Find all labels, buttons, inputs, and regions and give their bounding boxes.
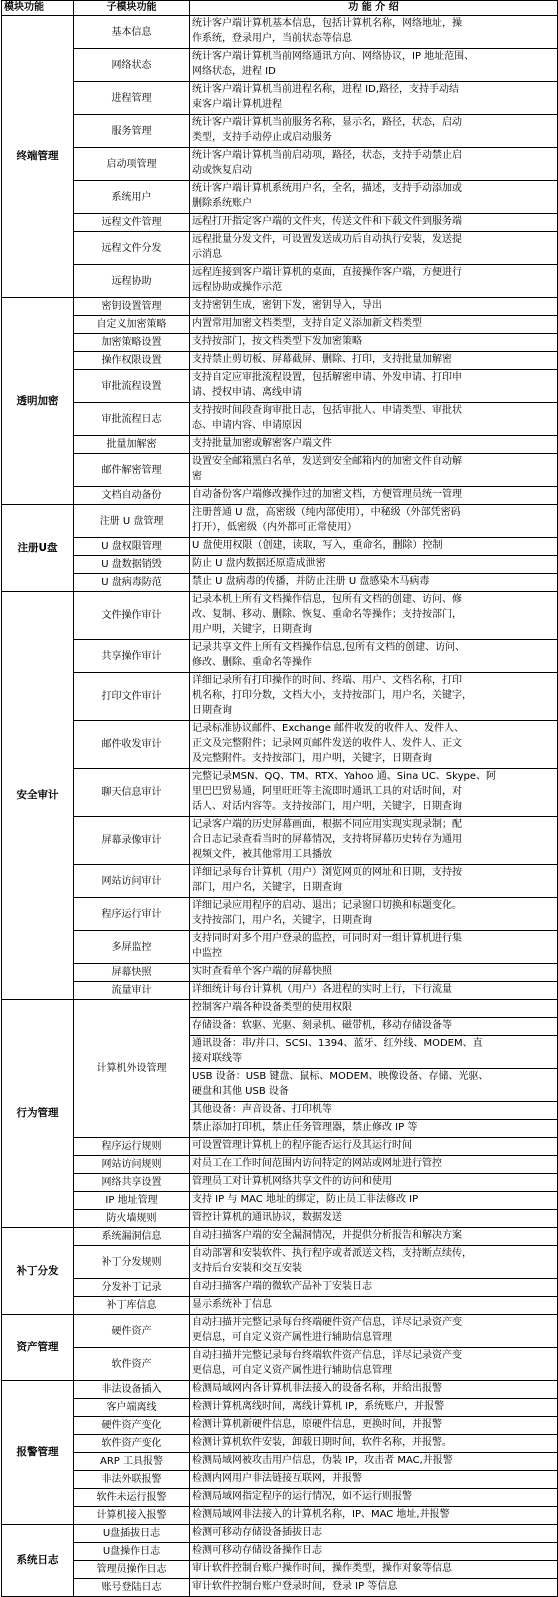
description-line: 动或恢复启动 bbox=[192, 165, 252, 176]
submodule-name: 计算机接入报警 bbox=[74, 1507, 190, 1525]
submodule-name: 屏幕录像审计 bbox=[74, 817, 190, 865]
table-row bbox=[2, 721, 558, 769]
description-cell bbox=[190, 898, 558, 931]
description-cell bbox=[190, 232, 558, 265]
description-cell bbox=[190, 505, 558, 538]
submodule-name: IP 地址管理 bbox=[74, 1192, 190, 1210]
table-row bbox=[2, 1156, 558, 1174]
description-line: 请、授权申请、离线申请 bbox=[192, 387, 302, 398]
submodule-name: 加密策略设置 bbox=[74, 334, 190, 352]
table-row bbox=[2, 1435, 558, 1453]
table-row bbox=[2, 769, 558, 817]
description-line: 话人、对话内容等。支持按部门，用户明，关键字，日期查询 bbox=[192, 801, 462, 812]
table-row bbox=[2, 334, 558, 352]
table-row bbox=[2, 556, 558, 574]
description-line: 态、申请内容、申请原因 bbox=[192, 420, 302, 431]
description-line: 束客户端计算机进程 bbox=[192, 99, 282, 110]
description-cell bbox=[190, 1228, 558, 1246]
description-line: 支持按时间段查询审批日志，包括审批人、申请类型、审批状 bbox=[192, 405, 462, 416]
table-row bbox=[2, 1561, 558, 1579]
description-cell bbox=[190, 1297, 558, 1315]
description-line: 检测可移动存储设备插拔日志 bbox=[192, 1527, 322, 1538]
submodule-name: 系统漏洞信息 bbox=[74, 1228, 190, 1246]
submodule-name: U 盘权限管理 bbox=[74, 538, 190, 556]
module-name: 终端管理 bbox=[2, 16, 74, 298]
description-cell bbox=[190, 1525, 558, 1543]
description-line: 记录共享文件上所有文档操作信息,包所有文档的创建、访问、 bbox=[192, 642, 466, 653]
table-row bbox=[2, 982, 558, 1000]
description-line: 远程打开指定客户端的文件夹，传送文件和下载文件到服务端 bbox=[192, 216, 462, 227]
description-line: 支持按部门，用户名，关键字，日期查询 bbox=[192, 915, 372, 926]
description-line: 统计客户端计算机当前服务名称，显示名，路径，状态，启动 bbox=[192, 117, 462, 128]
description-line: 接对联线等 bbox=[192, 1053, 242, 1064]
description-line: 硬盘和其他 USB 设备 bbox=[192, 1086, 289, 1097]
description-cell bbox=[190, 1381, 558, 1399]
submodule-name: 聊天信息审计 bbox=[74, 769, 190, 817]
description-line: 支持同时对多个用户登录的监控，可同时对一组计算机进行集 bbox=[192, 933, 462, 944]
description-cell bbox=[190, 148, 558, 181]
description-line: 统计客户端计算机当前启动项，路径，状态，支持手动禁止启 bbox=[192, 150, 462, 161]
submodule-name: 程序运行规则 bbox=[74, 1138, 190, 1156]
module-name: 资产管理 bbox=[2, 1315, 74, 1381]
submodule-name: 补丁分发规则 bbox=[74, 1246, 190, 1279]
submodule-name: 网络状态 bbox=[74, 49, 190, 82]
description-cell bbox=[190, 16, 558, 49]
table-row bbox=[2, 1174, 558, 1192]
description-line: 检测局域网指定程序的运行情况，如不运行则报警 bbox=[192, 1491, 412, 1502]
description-line: 详细记录所有打印操作的时间、终端、用户、文档名称，打印 bbox=[192, 675, 462, 686]
description-cell bbox=[190, 769, 558, 817]
submodule-name: 硬件资产变化 bbox=[74, 1417, 190, 1435]
description-line: 更信息，可自定义资产属性进行辅助信息管理 bbox=[192, 1365, 392, 1376]
description-line: 支持按部门，按文档类型下发加密策略 bbox=[192, 336, 362, 347]
table-row bbox=[2, 1228, 558, 1246]
description-cell bbox=[190, 865, 558, 898]
description-line: 检测局域网被攻击用户信息，伪装 IP，攻击者 MAC,并报警 bbox=[192, 1455, 453, 1466]
description-cell bbox=[190, 1399, 558, 1417]
submodule-name: 软件未运行报警 bbox=[74, 1489, 190, 1507]
table-row bbox=[2, 1417, 558, 1435]
description-line: 里巴巴贸易通，阿里旺旺等主流即时通讯工具的对话时间，对 bbox=[192, 786, 462, 797]
description-cell bbox=[190, 1561, 558, 1579]
table-row bbox=[2, 214, 558, 232]
submodule-name: 服务管理 bbox=[74, 115, 190, 148]
description-line: 详细记录应用程序的启动、退出；记录窗口切换和标题变化。 bbox=[192, 900, 462, 911]
description-line: 控制客户端各种设备类型的使用权限 bbox=[192, 1002, 352, 1013]
description-line: 检测计算机软件安装，卸载日期时间，软件名称，并报警。 bbox=[192, 1437, 452, 1448]
table-row bbox=[2, 538, 558, 556]
submodule-name: 远程协助 bbox=[74, 265, 190, 298]
submodule-name: 进程管理 bbox=[74, 82, 190, 115]
description-line: 注册普通 U 盘，高密级（纯内部使用），中秘级（外部凭密码 bbox=[192, 507, 461, 518]
table-row bbox=[2, 82, 558, 115]
submodule-name: U盘插拔日志 bbox=[74, 1525, 190, 1543]
description-line: 自动扫描并完整记录每台终端软件资产信息，详尽记录资产变 bbox=[192, 1350, 462, 1361]
description-cell bbox=[190, 115, 558, 148]
submodule-name: 流量审计 bbox=[74, 982, 190, 1000]
description-line: 记录本机上所有文档操作信息，包所有文档的创建、访问、修 bbox=[192, 594, 462, 605]
table-row bbox=[2, 1453, 558, 1471]
description-line: 示消息 bbox=[192, 249, 222, 260]
submodule-name: 审批流程日志 bbox=[74, 403, 190, 436]
description-line: 视频文件，被其他常用工具播放 bbox=[192, 849, 332, 860]
description-line: 详细统计每台计算机（用户）各进程的实时上行，下行流量 bbox=[192, 984, 452, 995]
submodule-name: 文件操作审计 bbox=[74, 592, 190, 640]
description-cell bbox=[190, 1210, 558, 1228]
description-line: 管理员工对计算机网络共享文件的访问和使用 bbox=[192, 1176, 392, 1187]
description-line: 设置安全邮箱黑白名单，发送到安全邮箱内的加密文件自动解 bbox=[192, 456, 462, 467]
description-line: 支持批量加密或解密客户端文件 bbox=[192, 438, 332, 449]
submodule-name: 基本信息 bbox=[74, 16, 190, 49]
table-row bbox=[2, 1138, 558, 1156]
description-cell bbox=[190, 352, 558, 370]
submodule-name: 防火墙规则 bbox=[74, 1210, 190, 1228]
description-cell bbox=[190, 1453, 558, 1471]
description-line: 其他设备：声音设备、打印机等 bbox=[192, 1104, 332, 1115]
description-cell bbox=[190, 454, 558, 487]
description-line: 密 bbox=[192, 471, 202, 482]
table-row bbox=[2, 1297, 558, 1315]
description-line: 统计客户端计算机当前进程名称，进程 ID,路径，支持手动结 bbox=[192, 84, 460, 95]
description-cell bbox=[190, 181, 558, 214]
table-row bbox=[2, 574, 558, 592]
description-cell bbox=[190, 1471, 558, 1489]
table-row bbox=[2, 964, 558, 982]
description-line: 远程批量分发文件，可设置发送成功后自动执行安装，发送提 bbox=[192, 234, 462, 245]
description-line: 检测计算机新硬件信息，原硬件信息，更换时间，并报警 bbox=[192, 1419, 442, 1430]
description-line: 自动备份客户端修改操作过的加密文档，方便管理员统一管理 bbox=[192, 489, 462, 500]
description-cell bbox=[190, 1279, 558, 1297]
description-cell bbox=[190, 1000, 558, 1018]
submodule-name: U 盘病毒防范 bbox=[74, 574, 190, 592]
submodule-name: 补丁库信息 bbox=[74, 1297, 190, 1315]
table-row bbox=[2, 931, 558, 964]
submodule-name: 账号登陆日志 bbox=[74, 1579, 190, 1597]
table-row bbox=[2, 403, 558, 436]
description-line: 记录标准协议邮件、Exchange 邮件收发的收件人、发件人、 bbox=[192, 723, 465, 734]
description-line: 自动扫描客户端的安全漏洞情况，并提供分析报告和解决方案 bbox=[192, 1230, 462, 1241]
submodule-name: ARP 工具报警 bbox=[74, 1453, 190, 1471]
description-line: 中监控 bbox=[192, 948, 222, 959]
table-row bbox=[2, 16, 558, 49]
description-cell bbox=[190, 1579, 558, 1597]
submodule-name: 远程文件管理 bbox=[74, 214, 190, 232]
description-line: 用户明，关键字，日期查询 bbox=[192, 624, 312, 635]
description-line: USB 设备：USB 键盘、鼠标、MODEM、映像设备、存储、光驱、 bbox=[192, 1071, 489, 1082]
description-line: 统计客户端计算机系统用户名，全名，描述，支持手动添加或 bbox=[192, 183, 462, 194]
header-module: 模块功能 bbox=[2, 1, 74, 16]
module-name: 安全审计 bbox=[2, 592, 74, 1000]
table-row bbox=[2, 370, 558, 403]
submodule-name: 批量加解密 bbox=[74, 436, 190, 454]
module-name: 报警管理 bbox=[2, 1381, 74, 1525]
table-row bbox=[2, 1471, 558, 1489]
description-cell bbox=[190, 1507, 558, 1525]
description-line: 及完整附件。支持按部门，用户明，关键字，日期查询 bbox=[192, 753, 432, 764]
description-cell bbox=[190, 1348, 558, 1381]
description-cell bbox=[190, 1489, 558, 1507]
description-cell bbox=[190, 82, 558, 115]
description-line: 检测内网用户非法链接互联网，并报警 bbox=[192, 1473, 362, 1484]
table-row bbox=[2, 232, 558, 265]
submodule-name: 非法设备插入 bbox=[74, 1381, 190, 1399]
description-line: 自动部署和安装软件、执行程序或者派送文档，支持断点续传， bbox=[192, 1248, 472, 1259]
description-line: 防止 U 盘内数据还原造成泄密 bbox=[192, 558, 326, 569]
description-cell bbox=[190, 370, 558, 403]
description-cell bbox=[190, 1417, 558, 1435]
description-cell bbox=[190, 1102, 558, 1120]
table-row bbox=[2, 592, 558, 640]
description-line: 改、复制、移动、删除、恢复、重命名等操作；支持按部门， bbox=[192, 609, 462, 620]
description-cell bbox=[190, 334, 558, 352]
description-line: 支持禁止剪切板、屏幕截屏、删除、打印，支持批量加解密 bbox=[192, 354, 452, 365]
table-row bbox=[2, 1279, 558, 1297]
submodule-name: 分发补丁记录 bbox=[74, 1279, 190, 1297]
table-row bbox=[2, 265, 558, 298]
submodule-name: 计算机外设管理 bbox=[74, 1000, 190, 1138]
module-name: 透明加密 bbox=[2, 298, 74, 505]
table-row bbox=[2, 49, 558, 82]
description-line: 审计软件控制台账户登录时间，登录 IP 等信息 bbox=[192, 1581, 398, 1592]
description-cell bbox=[190, 487, 558, 505]
submodule-name: 程序运行审计 bbox=[74, 898, 190, 931]
description-line: 支持密钥生成，密钥下发，密钥导入，导出 bbox=[192, 300, 382, 311]
submodule-name: 邮件收发审计 bbox=[74, 721, 190, 769]
description-cell bbox=[190, 1192, 558, 1210]
submodule-name: 自定义加密策略 bbox=[74, 316, 190, 334]
submodule-name: 打印文件审计 bbox=[74, 673, 190, 721]
description-line: 审计软件控制台账户操作时间，操作类型，操作对象等信息 bbox=[192, 1563, 452, 1574]
description-cell bbox=[190, 1120, 558, 1138]
description-cell bbox=[190, 640, 558, 673]
description-line: U 盘使用权限（创建，读取，写入，重命名，删除）控制 bbox=[192, 540, 443, 551]
description-line: 支持 IP 与 MAC 地址的绑定，防止员工非法修改 IP bbox=[192, 1194, 419, 1205]
submodule-name: 管理员操作日志 bbox=[74, 1561, 190, 1579]
description-line: 显示系统补丁信息 bbox=[192, 1299, 272, 1310]
table-row bbox=[2, 1489, 558, 1507]
submodule-name: 软件资产变化 bbox=[74, 1435, 190, 1453]
submodule-name: 注册 U 盘管理 bbox=[74, 505, 190, 538]
submodule-name: 软件资产 bbox=[74, 1348, 190, 1381]
description-line: 内置常用加密文档类型，支持自定义添加新文档类型 bbox=[192, 318, 422, 329]
description-line: 更信息，可自定义资产属性进行辅助信息管理 bbox=[192, 1332, 392, 1343]
description-line: 日期查询 bbox=[192, 705, 232, 716]
description-cell bbox=[190, 298, 558, 316]
table-row bbox=[2, 1192, 558, 1210]
description-line: 类型，支持手动停止或启动服务 bbox=[192, 132, 332, 143]
description-cell bbox=[190, 592, 558, 640]
table-row bbox=[2, 640, 558, 673]
description-cell bbox=[190, 214, 558, 232]
description-cell bbox=[190, 403, 558, 436]
description-cell bbox=[190, 556, 558, 574]
description-line: 部门，用户名，关键字，日期查询 bbox=[192, 882, 342, 893]
description-line: 检测局域网内各计算机非法接入的设备名称，并给出报警 bbox=[192, 1383, 442, 1394]
table-row bbox=[2, 352, 558, 370]
description-line: 管控计算机的通讯协议，数据发送 bbox=[192, 1212, 342, 1223]
submodule-name: 远程文件分发 bbox=[74, 232, 190, 265]
table-row bbox=[2, 865, 558, 898]
table-row bbox=[2, 817, 558, 865]
submodule-name: 多屏监控 bbox=[74, 931, 190, 964]
submodule-name: 操作权限设置 bbox=[74, 352, 190, 370]
submodule-name: 非法外联报警 bbox=[74, 1471, 190, 1489]
table-row bbox=[2, 436, 558, 454]
table-row bbox=[2, 454, 558, 487]
submodule-name: U 盘数据销毁 bbox=[74, 556, 190, 574]
description-line: 远程协助或操作示范 bbox=[192, 282, 282, 293]
description-cell bbox=[190, 721, 558, 769]
header-description: 功 能 介 绍 bbox=[190, 1, 558, 16]
table-row bbox=[2, 1525, 558, 1543]
description-line: 检测局域网非法接入的计算机名称，IP、MAC 地址,并报警 bbox=[192, 1509, 450, 1520]
description-cell bbox=[190, 817, 558, 865]
header-submodule: 子模块功能 bbox=[74, 1, 190, 16]
description-line: 完整记录MSN、QQ、TM、RTX、Yahoo 通、Sina UC、Skype、阿 bbox=[192, 771, 496, 782]
description-line: 作系统，登录用户，当前状态等信息 bbox=[192, 33, 352, 44]
submodule-name: 硬件资产 bbox=[74, 1315, 190, 1348]
feature-table bbox=[1, 0, 558, 1597]
description-cell bbox=[190, 316, 558, 334]
description-line: 远程连接到客户端计算机的桌面，直接操作客户端，方便进行 bbox=[192, 267, 462, 278]
description-line: 详细记录每台计算机（用户）浏览网页的网址和日期，支持按 bbox=[192, 867, 462, 878]
table-row bbox=[2, 1348, 558, 1381]
submodule-name: 客户端离线 bbox=[74, 1399, 190, 1417]
description-line: 删除系统账户 bbox=[192, 198, 252, 209]
description-cell bbox=[190, 1435, 558, 1453]
description-cell bbox=[190, 538, 558, 556]
table-row bbox=[2, 298, 558, 316]
table-row bbox=[2, 1579, 558, 1597]
submodule-name: 审批流程设置 bbox=[74, 370, 190, 403]
description-cell bbox=[190, 931, 558, 964]
description-cell bbox=[190, 1246, 558, 1279]
description-cell bbox=[190, 964, 558, 982]
table-row bbox=[2, 673, 558, 721]
description-line: 记录客户端的历史屏幕画面，根据不同应用实现实现录制；配 bbox=[192, 819, 462, 830]
table-row bbox=[2, 1507, 558, 1525]
description-cell bbox=[190, 1138, 558, 1156]
submodule-name: 启动项管理 bbox=[74, 148, 190, 181]
description-cell bbox=[190, 574, 558, 592]
module-name: 行为管理 bbox=[2, 1000, 74, 1228]
submodule-name: 网站访问规则 bbox=[74, 1156, 190, 1174]
table-body bbox=[2, 16, 558, 1597]
table-row bbox=[2, 181, 558, 214]
submodule-name: 网站访问审计 bbox=[74, 865, 190, 898]
description-cell bbox=[190, 982, 558, 1000]
description-cell bbox=[190, 1069, 558, 1102]
table-row bbox=[2, 1315, 558, 1348]
submodule-name: 密钥设置管理 bbox=[74, 298, 190, 316]
description-cell bbox=[190, 1543, 558, 1561]
description-line: 检测可移动存储设备操作日志 bbox=[192, 1545, 322, 1556]
table-row bbox=[2, 148, 558, 181]
description-line: 存储设备：软驱、光驱、刻录机、磁带机，移动存储设备等 bbox=[192, 1020, 452, 1031]
submodule-name: 网络共享设置 bbox=[74, 1174, 190, 1192]
submodule-name: 共享操作审计 bbox=[74, 640, 190, 673]
description-line: 支持后台安装和交互安装 bbox=[192, 1263, 302, 1274]
description-line: 打开），低密级（内外都可正常使用） bbox=[192, 522, 357, 533]
header-row bbox=[2, 1, 558, 16]
description-line: 合日志记录查看当时的屏幕情况，支持将屏幕历史转存为通用 bbox=[192, 834, 462, 845]
description-cell bbox=[190, 1156, 558, 1174]
description-line: 禁止添加打印机，禁止任务管理器，禁止修改 IP 等 bbox=[192, 1122, 418, 1133]
table-row bbox=[2, 115, 558, 148]
table-row bbox=[2, 1000, 558, 1018]
description-line: 自动扫描客户端的微软产品补丁安装日志 bbox=[192, 1281, 372, 1292]
module-name: 补丁分发 bbox=[2, 1228, 74, 1315]
description-cell bbox=[190, 1174, 558, 1192]
submodule-name: U盘操作日志 bbox=[74, 1543, 190, 1561]
description-cell bbox=[190, 1036, 558, 1069]
description-line: 机名称，打印分数，文档大小，支持按部门，用户名，关键字， bbox=[192, 690, 472, 701]
description-line: 修改、删除、重命名等操作 bbox=[192, 657, 312, 668]
description-line: 正文及完整附件；记录网页邮件发送的收件人、发件人、正文 bbox=[192, 738, 462, 749]
description-cell bbox=[190, 673, 558, 721]
table-row bbox=[2, 316, 558, 334]
submodule-name: 系统用户 bbox=[74, 181, 190, 214]
description-line: 禁止 U 盘病毒的传播，并防止注册 U 盘感染木马病毒 bbox=[192, 576, 430, 587]
description-line: 统计客户端计算机当前网络通讯方向、网络协议，IP 地址范围、 bbox=[192, 51, 475, 62]
description-cell bbox=[190, 1018, 558, 1036]
table-row bbox=[2, 1399, 558, 1417]
table-row bbox=[2, 1210, 558, 1228]
description-line: 支持自定应审批流程设置，包括解密申请、外发申请、打印申 bbox=[192, 372, 462, 383]
description-line: 自动扫描并完整记录每台终端硬件资产信息，详尽记录资产变 bbox=[192, 1317, 462, 1328]
submodule-name: 屏幕快照 bbox=[74, 964, 190, 982]
module-name: 系统日志 bbox=[2, 1525, 74, 1597]
description-line: 实时查看单个客户端的屏幕快照 bbox=[192, 966, 332, 977]
table-row bbox=[2, 1543, 558, 1561]
description-line: 对员工在工作时间范围内访问特定的网站或网址进行管控 bbox=[192, 1158, 442, 1169]
table-row bbox=[2, 898, 558, 931]
table-row bbox=[2, 487, 558, 505]
table-row bbox=[2, 1246, 558, 1279]
submodule-name: 文档自动备份 bbox=[74, 487, 190, 505]
description-cell bbox=[190, 1315, 558, 1348]
table-row bbox=[2, 1381, 558, 1399]
description-line: 通讯设备：串/并口、SCSI、1394、蓝牙、红外线、MODEM、直 bbox=[192, 1038, 483, 1049]
description-cell bbox=[190, 436, 558, 454]
description-line: 网络状态，进程 ID bbox=[192, 66, 276, 77]
module-name: 注册U盘 bbox=[2, 505, 74, 592]
description-line: 可设置管理计算机上的程序能否运行及其运行时间 bbox=[192, 1140, 412, 1151]
table-row bbox=[2, 505, 558, 538]
description-cell bbox=[190, 265, 558, 298]
description-cell bbox=[190, 49, 558, 82]
description-line: 检测计算机离线时间，离线计算机 IP，系统账户，并报警 bbox=[192, 1401, 445, 1412]
description-line: 统计客户端计算机基本信息，包括计算机名称，网络地址，操 bbox=[192, 18, 462, 29]
submodule-name: 邮件解密管理 bbox=[74, 454, 190, 487]
